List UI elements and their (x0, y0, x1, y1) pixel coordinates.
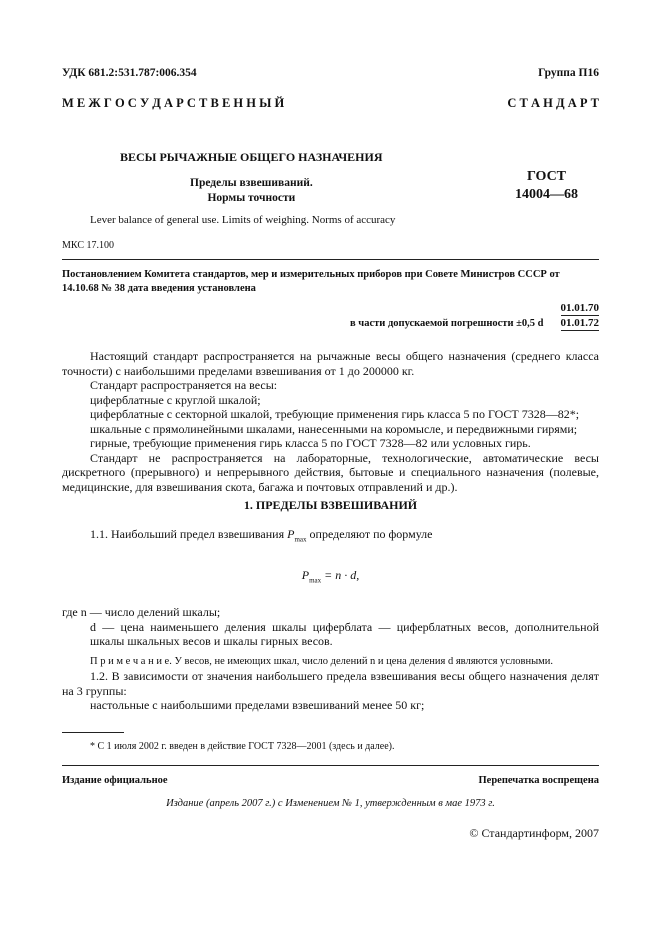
formula-rhs: = n · d, (321, 568, 360, 582)
intro-line-4: шкальные с прямолинейными шкалами, нанесенными на коромысле, и передвижными гирями; (90, 421, 578, 436)
group-code: Группа П16 (538, 67, 599, 79)
document-subtitle (190, 176, 313, 206)
official-edition: Издание официальное (62, 775, 168, 786)
where-d: d — цена наименьшего деления шкалы циферблата — циферблатных весов, дополнительной шкалы шкальных весов и шкалы гирных весов. (90, 619, 599, 648)
document-title: ВЕСЫ РЫЧАЖНЫЕ ОБЩЕГО НАЗНАЧЕНИЯ (120, 150, 383, 164)
clause-1-2: 1.2. В зависимости от значения наибольшего предела взвешивания весы общего назначения делят на 3 группы: (62, 669, 599, 698)
intro-line-1: Стандарт распространяется на весы: (90, 378, 278, 392)
intro-line-3: циферблатные с секторной шкалой, требующие применения гирь класса 5 по ГОСТ 7328—82*; (90, 407, 580, 421)
english-title: Lever balance of general use. Limits of weighing. Norms of accuracy (90, 214, 396, 226)
copyright: © Стандартинформ, 2007 (469, 826, 599, 840)
clause-1-1-b: определяют по формуле (306, 527, 433, 541)
footer-rule (62, 765, 599, 766)
note-label: П р и м е ч а н и е. (90, 655, 172, 667)
subtitle-line-1: Пределы взвешиваний. (190, 177, 313, 189)
clause-1-1-a: 1.1. Наибольший предел взвешивания (90, 527, 288, 541)
banner-right: С Т А Н Д А Р Т (507, 96, 599, 110)
definitions-section (62, 605, 599, 713)
note (62, 655, 599, 670)
clause-1-1 (62, 527, 599, 547)
reprint-prohibited: Перепечатка воспрещена (478, 775, 599, 786)
formula (0, 568, 661, 584)
gost-code: 14004—68 (515, 187, 578, 202)
pmax-symbol: P (287, 527, 295, 541)
where-n: где n — число делений шкалы; (62, 605, 221, 619)
footnote: * С 1 июля 2002 г. введен в действие ГОСТ 7328—2001 (здесь и далее). (90, 741, 395, 752)
intro-section (62, 349, 599, 494)
subtitle-line-2: Нормы точности (207, 192, 296, 204)
effective-date-1: 01.01.70 (560, 302, 599, 314)
mks-code: МКС 17.100 (62, 240, 114, 251)
edition-note: Издание (апрель 2007 г.) с Изменением № 1, утвержденным в мае 1973 г. (166, 798, 495, 809)
formula-p-sub: max (309, 576, 322, 585)
footnote-rule (62, 732, 124, 733)
divider-top (62, 259, 599, 260)
effective-date-2: 01.01.72 (560, 317, 599, 329)
section-1-heading: 1. ПРЕДЕЛЫ ВЗВЕШИВАНИЙ (243, 498, 418, 512)
gost-label: ГОСТ (526, 169, 567, 184)
decree-text: Постановлением Комитета стандартов, мер и измерительных приборов при Совете Министров СССР от 14.10.68 № 38 дата введения установлена (62, 269, 560, 294)
effective-date-2-label: в части допускаемой погрешности ±0,5 d (350, 318, 544, 329)
intro-line-5: гирные, требующие применения гирь класса 5 по ГОСТ 7328—82 или условных гирь. (90, 436, 531, 450)
gost-number (515, 168, 578, 204)
clause-1-2-item: настольные с наибольшими пределами взвешиваний менее 50 кг; (90, 698, 425, 712)
clause-1-1-text (62, 527, 599, 547)
intro-line-2: циферблатные с круглой шкалой; (90, 392, 261, 407)
formula-p: P (301, 568, 310, 582)
intro-paragraph-2: Стандарт не распространяется на лабораторные, технологические, автоматические весы дискретного (прерывного) и непрерывного действия, бытовые и специального назначения (полевые, медицинские, для взвешивания скота, багажа и почтовых отправлений и др.). (62, 450, 599, 494)
udk-code: УДК 681.2:531.787:006.354 (62, 67, 197, 79)
pmax-subscript: max (294, 535, 307, 544)
note-text: У весов, не имеющих шкал, число делений n и цена деления d являются условными. (171, 655, 554, 667)
banner-left: М Е Ж Г О С У Д А Р С Т В Е Н Н Ы Й (62, 96, 285, 110)
interstate-standard-banner (62, 96, 599, 111)
intro-paragraph-1: Настоящий стандарт распространяется на рычажные весы общего назначения (среднего класса точности) с наибольшими пределами взвешивания от 1 до 200000 кг. (62, 349, 599, 378)
